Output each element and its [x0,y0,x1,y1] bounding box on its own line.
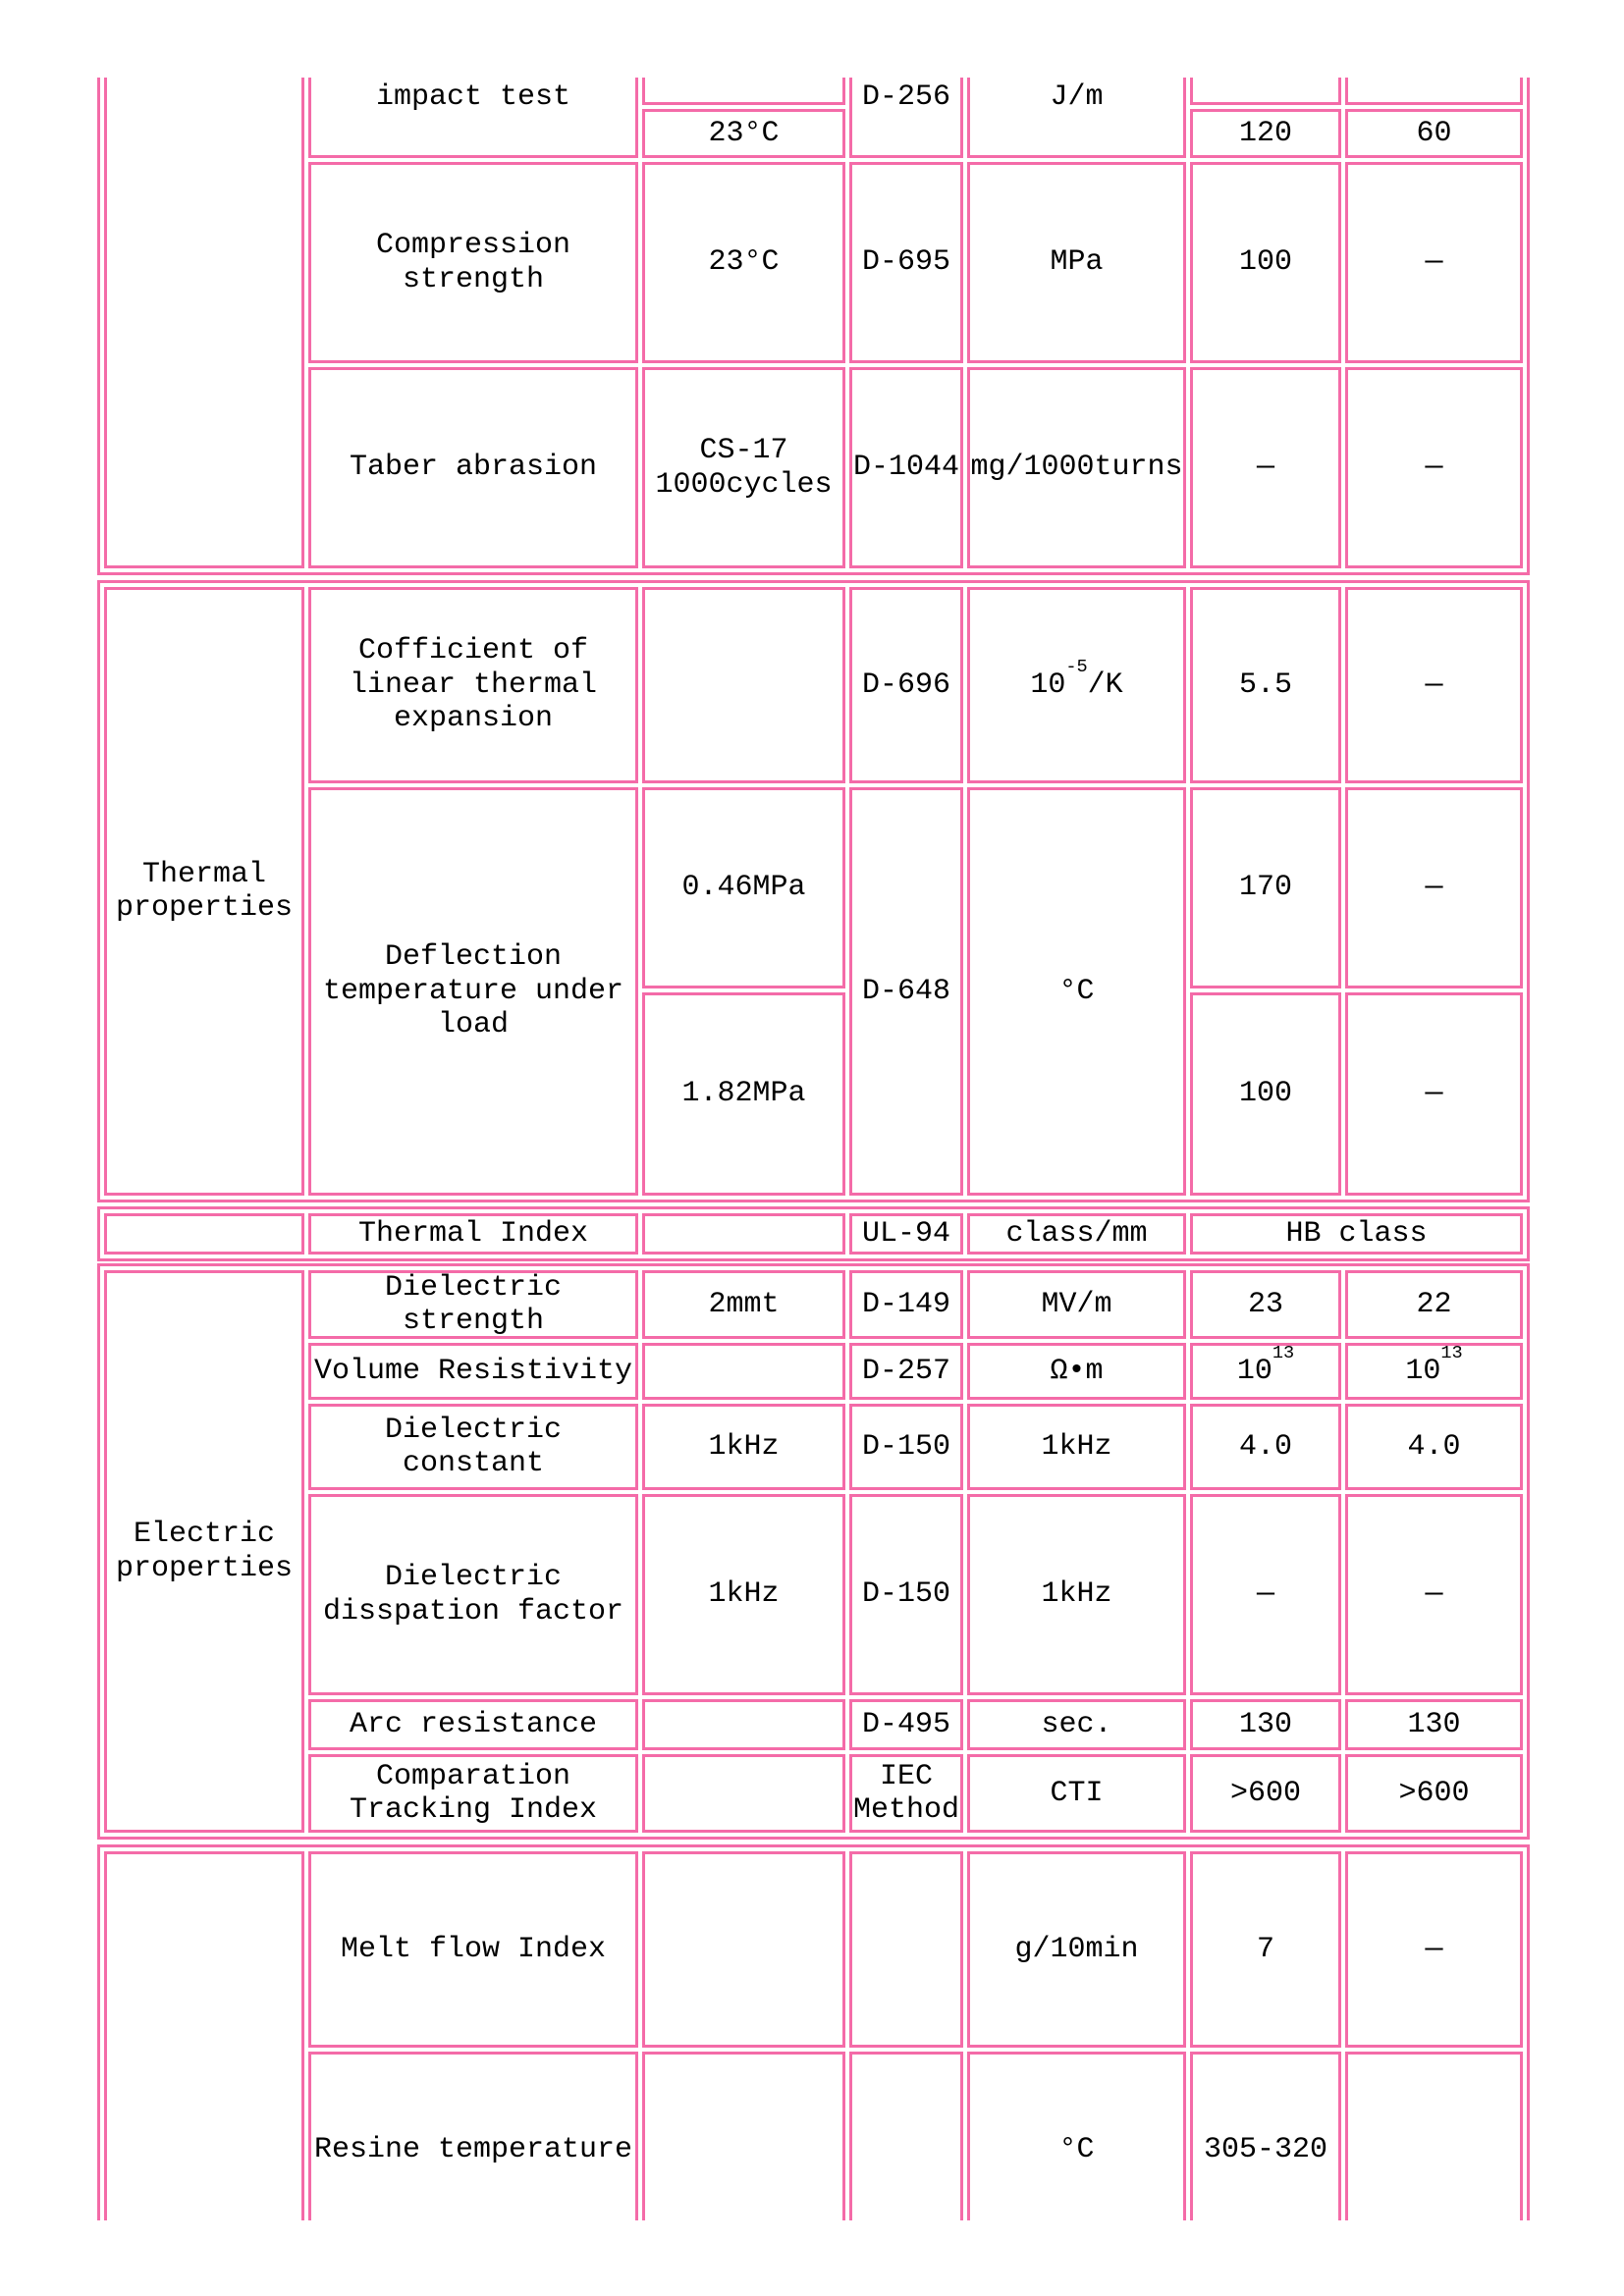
cell-property-compression: Compression strength [308,162,638,363]
cell-unit-thermal-index: class/mm [967,1213,1186,1255]
cell-property-arc-resistance: Arc resistance [308,1699,638,1750]
section-processing-clip [97,1844,1624,2220]
cell-property-taber: Taber abrasion [308,367,638,568]
cell-property-deflection: Deflection temperature under load [308,787,638,1196]
cell-unit-taber: mg/1000turns [967,367,1186,568]
cell-property-impact-test: impact test [308,78,638,158]
section-thermal [97,580,1530,1202]
cell-value1-melt-flow: 7 [1190,1851,1341,2048]
cell-unit-dielectric-strength: MV/m [967,1270,1186,1339]
cell-value1-impact: 120 [1190,109,1341,158]
cell-value1-impact-top [1190,78,1341,105]
cell-value2-impact: 60 [1345,109,1523,158]
cell-value1-volume-resistivity [1190,1343,1341,1400]
cell-condition-arc-resistance [642,1699,845,1750]
cell-method-volume-resistivity: D-257 [849,1343,963,1400]
cell-method-impact: D-256 [849,78,963,158]
cell-category-empty [104,78,304,568]
cell-category-thermal: Thermal properties [104,587,304,1196]
cell-value2-expansion: — [1345,587,1523,783]
cell-condition-dielectric-constant: 1kHz [642,1404,845,1490]
cell-property-volume-resistivity: Volume Resistivity [308,1343,638,1400]
cell-value2-volume-resistivity [1345,1343,1523,1400]
cell-unit-arc-resistance: sec. [967,1699,1186,1750]
cell-condition-expansion [642,587,845,783]
cell-method-cti: IEC Method [849,1754,963,1833]
cell-value1-expansion: 5.5 [1190,587,1341,783]
cell-value1-cti: >600 [1190,1754,1341,1833]
cell-method-dielectric-constant: D-150 [849,1404,963,1490]
cell-property-resin-temp: Resine temperature [308,2052,638,2220]
section-electric [97,1263,1530,1840]
cell-condition-compression: 23°C [642,162,845,363]
cell-condition-volume-resistivity [642,1343,845,1400]
cell-condition-impact-23c: 23°C [642,109,845,158]
value2-resistivity-text: $10^{13}$ [1405,1343,1463,1388]
cell-unit-dissipation: 1kHz [967,1494,1186,1695]
cell-property-dielectric-strength: Dielectric strength [308,1270,638,1339]
cell-value1-dissipation: — [1190,1494,1341,1695]
cell-unit-dielectric-constant: 1kHz [967,1404,1186,1490]
cell-method-dissipation: D-150 [849,1494,963,1695]
cell-value1-compression: 100 [1190,162,1341,363]
cell-category-processing-empty [104,1851,304,2220]
cell-condition-taber: CS-17 1000cycles [642,367,845,568]
cell-condition-resin-temp [642,2052,845,2220]
cell-condition-thermal-index [642,1213,845,1255]
cell-method-dielectric-strength: D-149 [849,1270,963,1339]
cell-property-cti: Comparation Tracking Index [308,1754,638,1833]
cell-unit-expansion [967,587,1186,783]
cell-property-dielectric-constant: Dielectric constant [308,1404,638,1490]
cell-method-expansion: D-696 [849,587,963,783]
section-mechanical [97,78,1530,575]
cell-value2-impact-top [1345,78,1523,105]
cell-value1-dielectric-constant: 4.0 [1190,1404,1341,1490]
cell-value1-dielectric-strength: 23 [1190,1270,1341,1339]
cell-value2-compression: — [1345,162,1523,363]
cell-value2-dissipation: — [1345,1494,1523,1695]
cell-value1-arc-resistance: 130 [1190,1699,1341,1750]
cell-value2-taber: — [1345,367,1523,568]
cell-value2-resin-temp [1345,2052,1523,2220]
cell-property-dissipation: Dielectric disspation factor [308,1494,638,1695]
cell-value2-cti: >600 [1345,1754,1523,1833]
cell-property-thermal-index: Thermal Index [308,1213,638,1255]
cell-value2-dielectric-constant: 4.0 [1345,1404,1523,1490]
cell-method-resin-temp [849,2052,963,2220]
cell-condition-cti [642,1754,845,1833]
cell-value-thermal-index: HB class [1190,1213,1523,1255]
cell-condition-impact-top [642,78,845,105]
section-thermal-index [97,1206,1530,1261]
cell-property-expansion: Cofficient of linear thermal expansion [308,587,638,783]
cell-value1-deflection-a: 170 [1190,787,1341,988]
cell-method-taber: D-1044 [849,367,963,568]
unit-expansion-text: $10^{-5}/K$ [1030,656,1123,702]
cell-value2-arc-resistance: 130 [1345,1699,1523,1750]
cell-unit-deflection: °C [967,787,1186,1196]
cell-value2-deflection-b: — [1345,992,1523,1196]
cell-unit-cti: CTI [967,1754,1186,1833]
section-processing [97,1844,1530,2220]
cell-method-deflection: D-648 [849,787,963,1196]
cell-condition-dissipation: 1kHz [642,1494,845,1695]
value1-resistivity-text: $10^{13}$ [1236,1343,1295,1388]
cell-condition-melt-flow [642,1851,845,2048]
cell-unit-compression: MPa [967,162,1186,363]
cell-value2-deflection-a: — [1345,787,1523,988]
section-mechanical-clip [97,78,1624,575]
cell-method-melt-flow [849,1851,963,2048]
cell-method-arc-resistance: D-495 [849,1699,963,1750]
cell-category-electric: Electric properties [104,1270,304,1833]
cell-unit-resin-temp: °C [967,2052,1186,2220]
cell-value1-deflection-b: 100 [1190,992,1341,1196]
cell-unit-volume-resistivity: Ω•m [967,1343,1186,1400]
cell-value2-melt-flow: — [1345,1851,1523,2048]
cell-condition-deflection-a: 0.46MPa [642,787,845,988]
cell-condition-dielectric-strength: 2mmt [642,1270,845,1339]
cell-property-melt-flow: Melt flow Index [308,1851,638,2048]
cell-condition-deflection-b: 1.82MPa [642,992,845,1196]
cell-value1-resin-temp: 305-320 [1190,2052,1341,2220]
cell-method-thermal-index: UL-94 [849,1213,963,1255]
cell-method-compression: D-695 [849,162,963,363]
cell-category-thermal-index [104,1213,304,1255]
cell-unit-melt-flow: g/10min [967,1851,1186,2048]
cell-unit-impact: J/m [967,78,1186,158]
cell-value2-dielectric-strength: 22 [1345,1270,1523,1339]
cell-value1-taber: — [1190,367,1341,568]
